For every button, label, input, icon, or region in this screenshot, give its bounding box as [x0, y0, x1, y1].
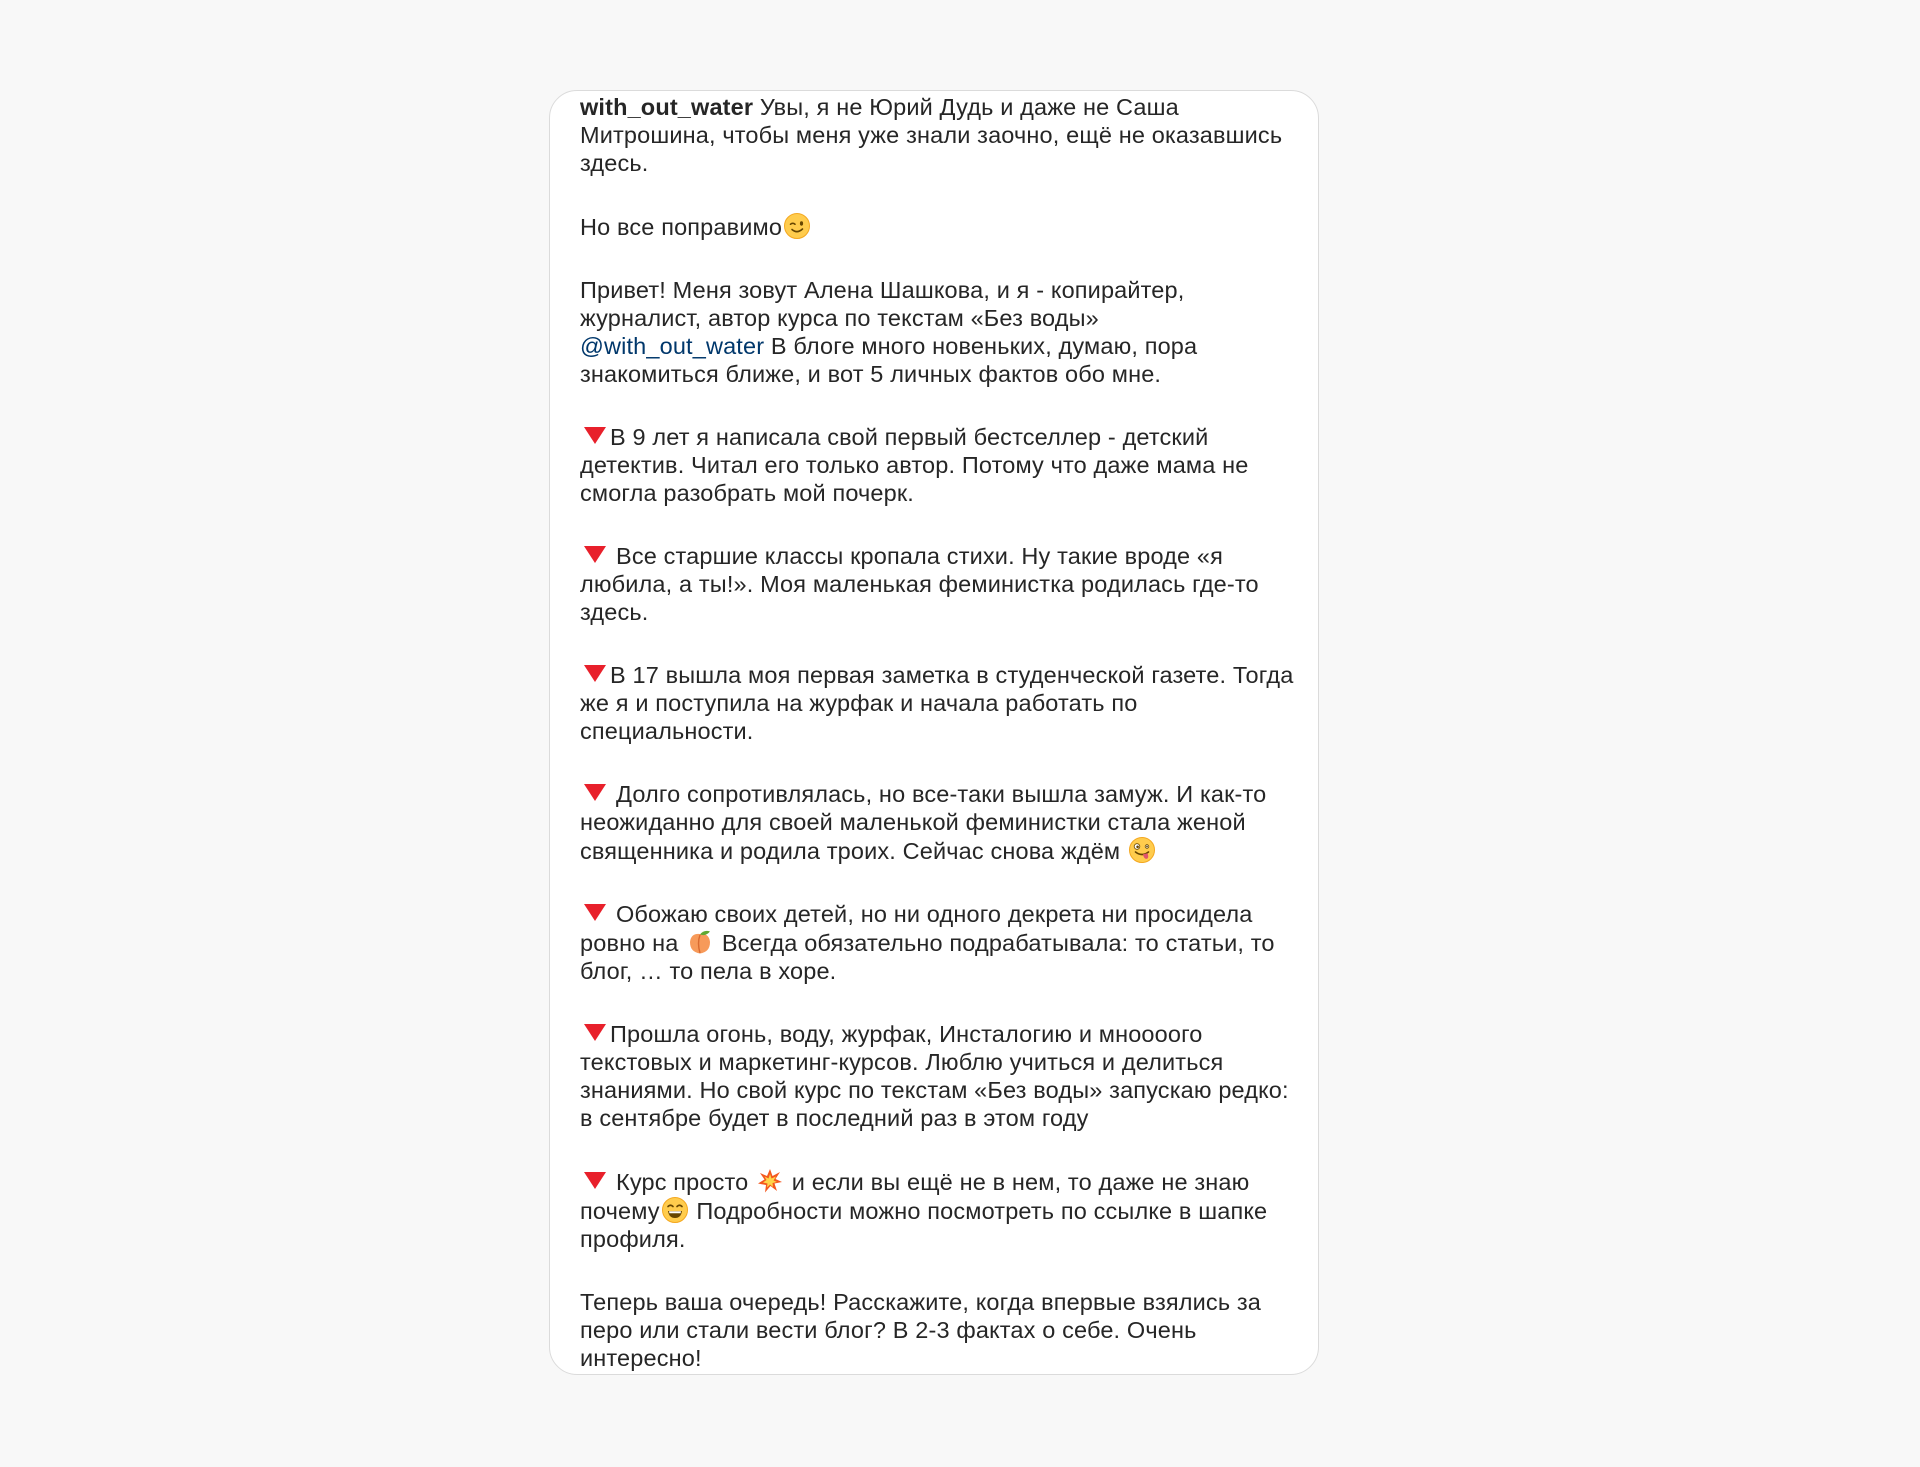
post-caption-card [549, 90, 1319, 1375]
peach-emoji-icon [686, 928, 714, 956]
fact-text: Всегда обязательно подрабатывала: то статьи, то блог, … то пела в хоре. [580, 930, 1275, 984]
paragraph-text: В блоге много новеньких, думаю, пора знакомиться ближе, и вот 5 личных фактов обо мне. [580, 333, 1198, 387]
username-link[interactable]: with_out_water [580, 94, 754, 120]
winking-face-emoji-icon [783, 212, 811, 240]
collision-emoji-icon [756, 1167, 784, 1195]
intro-text: Увы, я не Юрий Дудь и даже не Саша Митрошина, чтобы меня уже знали заочно, ещё не оказавшись здесь. [580, 94, 1283, 176]
caption-paragraph [580, 276, 1298, 388]
red-triangle-down-icon [584, 665, 606, 682]
paragraph-text: Привет! Меня зовут Алена Шашкова, и я - копирайтер, журналист, автор курса по текстам «Без воды» [580, 277, 1185, 331]
fact-text: В 17 вышла моя первая заметка в студенческой газете. Тогда же я и поступила на журфак и начала работать по специальности. [580, 662, 1294, 744]
caption-paragraph [580, 212, 1298, 241]
fact-item [580, 661, 1298, 745]
fact-item [580, 900, 1298, 985]
red-triangle-down-icon [584, 427, 606, 444]
fact-text: В 9 лет я написала свой первый бестселлер - детский детектив. Читал его только автор. Потому что даже мама не смогла разобрать мой почерк. [580, 424, 1249, 506]
caption-closing [580, 1288, 1298, 1372]
fact-item [580, 423, 1298, 507]
red-triangle-down-icon [584, 1024, 606, 1041]
fact-text: и если вы ещё не в нем, то даже не знаю почему [580, 1169, 1250, 1224]
grinning-face-emoji-icon [661, 1196, 689, 1224]
fact-text: Долго сопротивлялась, но все-таки вышла замуж. И как-то неожиданно для своей маленькой феминистки стала женой священника и родила троих. Сейчас снова ждём [580, 781, 1267, 864]
fact-item [580, 542, 1298, 626]
closing-text: Теперь ваша очередь! Расскажите, когда впервые взялись за перо или стали вести блог? В 2-3 фактах о себе. Очень интересно! [580, 1289, 1262, 1371]
fact-text: Подробности можно посмотреть по ссылке в шапке профиля. [580, 1198, 1268, 1252]
fact-item [580, 1167, 1298, 1253]
paragraph-text: Но все поправимо [580, 214, 783, 240]
fact-item [580, 1020, 1298, 1132]
red-triangle-down-icon [584, 784, 606, 801]
red-triangle-down-icon [584, 546, 606, 563]
mention-link[interactable]: @with_out_water [580, 333, 765, 359]
fact-text: Прошла огонь, воду, журфак, Инсталогию и мноооого текстовых и маркетинг-курсов. Люблю учиться и делиться знаниями. Но свой курс по текстам «Без воды» запускаю редко: в сентябре будет в последний раз в этом году [580, 1021, 1289, 1131]
zany-face-emoji-icon [1128, 836, 1156, 864]
fact-item [580, 780, 1298, 865]
fact-text: Все старшие классы кропала стихи. Ну такие вроде «я любила, а ты!». Моя маленькая феминистка родилась где-то здесь. [580, 543, 1259, 625]
red-triangle-down-icon [584, 904, 606, 921]
caption-text [580, 93, 1298, 1372]
caption-intro [580, 93, 1298, 177]
fact-text: Обожаю своих детей, но ни одного декрета ни просидела ровно на [580, 901, 1253, 956]
fact-text: Курс просто [616, 1169, 749, 1195]
red-triangle-down-icon [584, 1172, 606, 1189]
